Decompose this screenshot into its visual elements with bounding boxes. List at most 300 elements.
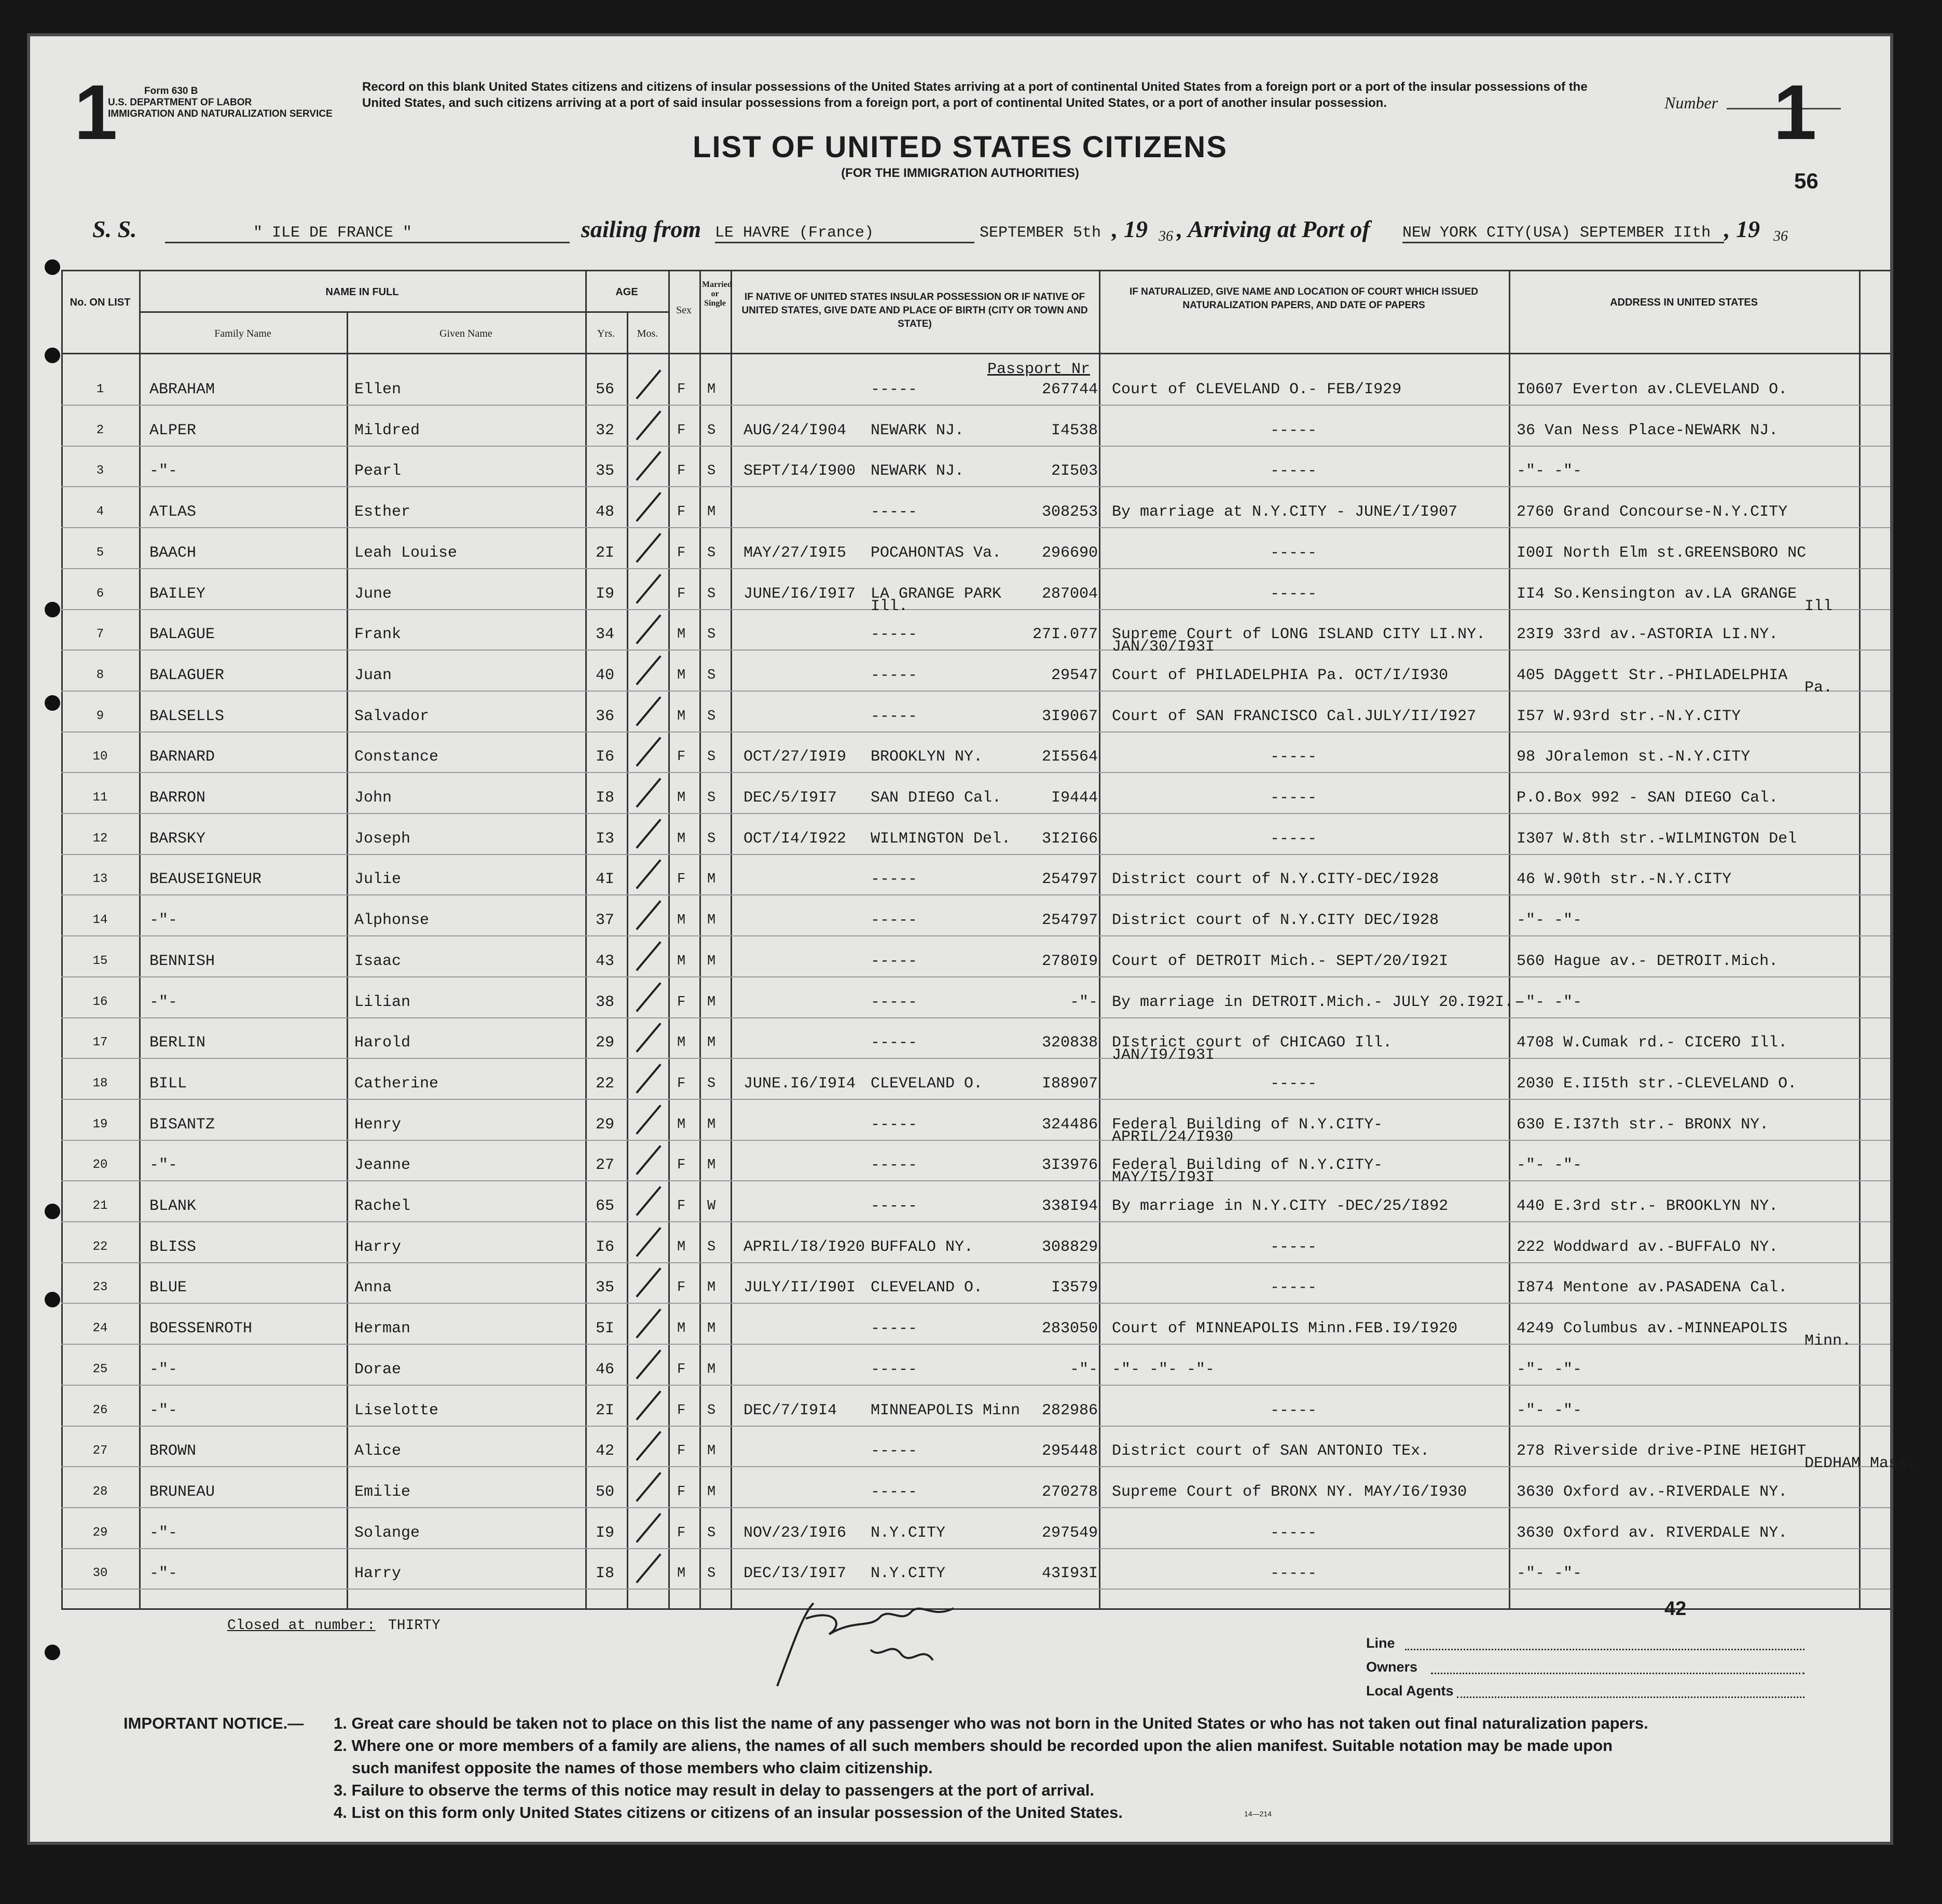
age-years: 27 bbox=[596, 1156, 615, 1175]
naturalization-court: Court of CLEVELAND O.- FEB/I929 bbox=[1112, 381, 1402, 398]
us-address-cont: Pa. bbox=[1805, 679, 1833, 697]
family-name: BLUE bbox=[149, 1279, 187, 1297]
row-number: 11 bbox=[92, 791, 108, 805]
arrival-year: 36 bbox=[1773, 228, 1788, 244]
passport-number: 3I9067 bbox=[1041, 707, 1098, 725]
marital-status: S bbox=[707, 831, 716, 847]
birth-place: ----- bbox=[871, 1442, 918, 1460]
naturalization-court: ----- bbox=[1270, 462, 1317, 480]
check-mark bbox=[636, 900, 661, 930]
binder-hole bbox=[45, 259, 60, 275]
sex: F bbox=[677, 382, 686, 397]
marital-status: S bbox=[707, 1566, 716, 1582]
arrival-port: NEW YORK CITY(USA) SEPTEMBER IIth bbox=[1402, 224, 1724, 243]
passport-number: 324486 bbox=[1041, 1115, 1098, 1134]
row-number: 4 bbox=[96, 505, 104, 519]
row-number: 18 bbox=[92, 1076, 108, 1091]
age-years: 29 bbox=[596, 1115, 615, 1134]
naturalization-court: District court of SAN ANTONIO TEx. bbox=[1112, 1442, 1430, 1460]
age-years: 43 bbox=[596, 952, 615, 970]
sex: F bbox=[677, 1075, 686, 1092]
marital-status: S bbox=[707, 422, 716, 438]
passport-number: 43I93I bbox=[1041, 1565, 1098, 1583]
age-years: 35 bbox=[596, 462, 615, 480]
birth-place: ----- bbox=[871, 707, 918, 725]
given-name: Harry bbox=[354, 1565, 402, 1583]
naturalization-court: ----- bbox=[1270, 421, 1317, 439]
row-number: 22 bbox=[92, 1239, 108, 1254]
us-address: 4249 Columbus av.-MINNEAPOLIS bbox=[1517, 1320, 1788, 1338]
us-address-cont: Minn. bbox=[1805, 1332, 1852, 1350]
birth-place: WILMINGTON Del. bbox=[871, 830, 1011, 848]
birth-place: ----- bbox=[871, 1156, 918, 1175]
header-family: Family Name bbox=[214, 328, 271, 339]
sex: M bbox=[677, 1321, 686, 1337]
agents-label: Local Agents bbox=[1366, 1683, 1454, 1699]
header-name: NAME IN FULL bbox=[325, 286, 399, 298]
given-name: Anna bbox=[354, 1279, 392, 1297]
check-mark bbox=[636, 696, 661, 726]
row-number: 24 bbox=[92, 1321, 108, 1336]
naturalization-court: By marriage in DETROIT.Mich.- JULY 20.I92I.- bbox=[1112, 993, 1523, 1011]
given-name: June bbox=[354, 585, 392, 603]
birth-place-cont: Ill. bbox=[871, 597, 908, 615]
binder-hole bbox=[45, 1292, 60, 1307]
given-name: Solange bbox=[354, 1524, 420, 1542]
naturalization-court: ----- bbox=[1270, 1401, 1317, 1419]
us-address: I307 W.8th str.-WILMINGTON Del bbox=[1517, 830, 1797, 848]
header-married: Married or Single bbox=[702, 280, 732, 308]
notice-2b: such manifest opposite the names of those members who claim citizenship. bbox=[352, 1759, 933, 1777]
row-rule bbox=[61, 813, 1890, 814]
age-years: I3 bbox=[596, 830, 615, 848]
us-address-cont: Ill bbox=[1805, 597, 1833, 615]
naturalization-court: -"- -"- -"- bbox=[1112, 1360, 1215, 1378]
passport-number: 254797 bbox=[1041, 912, 1098, 930]
birth-place: ----- bbox=[871, 1360, 918, 1378]
check-mark bbox=[636, 1064, 661, 1094]
marital-status: W bbox=[707, 1198, 716, 1214]
age-years: 46 bbox=[596, 1360, 615, 1378]
row-number: 30 bbox=[92, 1566, 108, 1581]
age-years: 37 bbox=[596, 912, 615, 930]
birth-date: DEC/7/I9I4 bbox=[743, 1401, 837, 1419]
given-name: Lilian bbox=[354, 993, 411, 1011]
row-number: 2 bbox=[96, 423, 104, 437]
birth-date: NOV/23/I9I6 bbox=[743, 1524, 847, 1542]
given-name: Salvador bbox=[354, 707, 430, 725]
notice-title: IMPORTANT NOTICE.— bbox=[123, 1714, 304, 1732]
age-years: 29 bbox=[596, 1034, 615, 1052]
check-mark bbox=[636, 614, 661, 644]
birth-date: DEC/I3/I9I7 bbox=[743, 1565, 847, 1583]
birth-place: ----- bbox=[871, 1197, 918, 1215]
age-years: 22 bbox=[596, 1074, 615, 1093]
naturalization-court: ----- bbox=[1270, 1074, 1317, 1093]
page-subtitle: (FOR THE IMMIGRATION AUTHORITIES) bbox=[841, 166, 1079, 180]
header-passport: Passport Nr bbox=[987, 361, 1091, 378]
col-line bbox=[139, 270, 141, 1608]
row-number: 13 bbox=[92, 872, 108, 887]
given-name: Ellen bbox=[354, 381, 402, 398]
marital-status: S bbox=[707, 586, 716, 602]
marital-status: M bbox=[707, 872, 716, 888]
sex: F bbox=[677, 872, 686, 888]
col-line bbox=[1099, 270, 1100, 1608]
birth-date: JUNE/I6/I9I7 bbox=[743, 585, 856, 603]
passport-number: 338I94 bbox=[1041, 1197, 1098, 1215]
owners-label: Owners bbox=[1366, 1659, 1418, 1675]
marital-status: M bbox=[707, 953, 716, 969]
passport-number: -"- bbox=[1069, 993, 1098, 1011]
birth-place: ----- bbox=[871, 1034, 918, 1052]
given-name: Jeanne bbox=[354, 1156, 411, 1175]
us-address: -"- -"- bbox=[1517, 1156, 1582, 1175]
age-years: 50 bbox=[596, 1483, 615, 1501]
given-name: Isaac bbox=[354, 952, 402, 970]
naturalization-court: Federal Building of N.Y.CITY- bbox=[1112, 1156, 1383, 1175]
row-rule bbox=[61, 1262, 1890, 1263]
row-number: 23 bbox=[92, 1280, 108, 1295]
row-rule bbox=[61, 1058, 1890, 1059]
birth-place: N.Y.CITY bbox=[871, 1565, 946, 1583]
us-address: -"- -"- bbox=[1517, 462, 1582, 480]
us-address: 98 JOralemon st.-N.Y.CITY bbox=[1517, 748, 1751, 766]
given-name: Herman bbox=[354, 1320, 411, 1338]
family-name: BAILEY bbox=[149, 585, 206, 603]
passport-number: 308253 bbox=[1041, 503, 1098, 521]
closed-value: THIRTY bbox=[388, 1618, 440, 1634]
sex: F bbox=[677, 1198, 686, 1214]
header-address: ADDRESS IN UNITED STATES bbox=[1610, 297, 1758, 308]
us-address: I0607 Everton av.CLEVELAND O. bbox=[1517, 381, 1788, 398]
department-name: U.S. DEPARTMENT OF LABOR bbox=[108, 97, 252, 108]
col-line bbox=[1859, 270, 1861, 1608]
age-years: I9 bbox=[596, 1524, 615, 1542]
birth-place: BUFFALO NY. bbox=[871, 1238, 974, 1256]
row-rule bbox=[61, 772, 1890, 773]
row-rule bbox=[61, 1303, 1890, 1304]
ship-name bbox=[165, 224, 570, 243]
check-mark bbox=[636, 1227, 661, 1257]
ss-label: S. S. bbox=[92, 216, 137, 242]
birth-date: SEPT/I4/I900 bbox=[743, 462, 856, 480]
check-mark bbox=[636, 1023, 661, 1053]
passport-number: 297549 bbox=[1041, 1524, 1098, 1542]
marital-status: S bbox=[707, 627, 716, 643]
family-name: -"- bbox=[149, 1156, 178, 1175]
given-name: Dorae bbox=[354, 1360, 402, 1378]
manifest-sheet bbox=[30, 36, 1917, 1842]
passport-number: I9444 bbox=[1051, 789, 1098, 807]
birth-place: LA GRANGE PARK bbox=[871, 585, 1002, 603]
check-mark bbox=[636, 1431, 661, 1461]
sex: M bbox=[677, 667, 686, 683]
passport-number: 254797 bbox=[1041, 871, 1098, 889]
sex: F bbox=[677, 1484, 686, 1500]
row-number: 15 bbox=[92, 954, 108, 968]
us-address: 2760 Grand Concourse-N.Y.CITY bbox=[1517, 503, 1788, 521]
marital-status: M bbox=[707, 913, 716, 929]
row-rule bbox=[61, 1099, 1890, 1100]
row-rule bbox=[61, 609, 1890, 610]
birth-date: JUNE.I6/I9I4 bbox=[743, 1074, 856, 1093]
marital-status: S bbox=[707, 1075, 716, 1092]
row-number: 17 bbox=[92, 1036, 108, 1050]
sex: M bbox=[677, 1035, 686, 1051]
given-name: Liselotte bbox=[354, 1401, 439, 1419]
notice-1: 1. Great care should be taken not to place on this list the name of any passenger who was not born in the United States or who has not taken out final naturalization papers. bbox=[334, 1714, 1648, 1732]
us-address: 2030 E.II5th str.-CLEVELAND O. bbox=[1517, 1074, 1797, 1093]
given-name: Esther bbox=[354, 503, 411, 521]
arrival-year-prefix: , 19 bbox=[1724, 216, 1760, 242]
us-address: 36 Van Ness Place-NEWARK NJ. bbox=[1517, 421, 1779, 439]
row-number: 7 bbox=[96, 627, 104, 642]
sex: F bbox=[677, 586, 686, 602]
sex: M bbox=[677, 953, 686, 969]
row-rule bbox=[61, 1344, 1890, 1345]
marital-status: M bbox=[707, 1321, 716, 1337]
passport-number: 295448 bbox=[1041, 1442, 1098, 1460]
col-line bbox=[668, 270, 670, 1608]
header-naturalized: IF NATURALIZED, GIVE NAME AND LOCATION OF COURT WHICH ISSUED NATURALIZATION PAPERS, AND DATE OF PAPERS bbox=[1129, 286, 1478, 311]
age-years: 36 bbox=[596, 707, 615, 725]
owners-field bbox=[1431, 1673, 1805, 1674]
sex: F bbox=[677, 1280, 686, 1296]
age-years: 2I bbox=[596, 1401, 615, 1419]
naturalization-court: District court of N.Y.CITY-DEC/I928 bbox=[1112, 871, 1439, 889]
check-mark bbox=[636, 410, 661, 440]
age-years: 34 bbox=[596, 626, 615, 644]
birth-place: BROOKLYN NY. bbox=[871, 748, 983, 766]
check-mark bbox=[636, 1513, 661, 1543]
family-name: BENNISH bbox=[149, 952, 215, 970]
row-rule bbox=[61, 1466, 1890, 1467]
row-rule bbox=[61, 854, 1890, 855]
birth-place: ----- bbox=[871, 993, 918, 1011]
marital-status: M bbox=[707, 1443, 716, 1459]
family-name: BEAUSEIGNEUR bbox=[149, 871, 262, 889]
check-mark bbox=[636, 1472, 661, 1502]
family-name: BALAGUE bbox=[149, 626, 215, 644]
naturalization-court: Court of MINNEAPOLIS Minn.FEB.I9/I920 bbox=[1112, 1320, 1458, 1338]
age-years: 42 bbox=[596, 1442, 615, 1460]
row-rule bbox=[61, 1589, 1890, 1590]
sex: M bbox=[677, 790, 686, 806]
row-rule bbox=[61, 405, 1890, 406]
birth-place: ----- bbox=[871, 626, 918, 644]
marital-status: M bbox=[707, 1280, 716, 1296]
signature bbox=[756, 1588, 985, 1702]
given-name: John bbox=[354, 789, 392, 807]
print-code: 14—214 bbox=[1244, 1810, 1272, 1818]
row-rule bbox=[61, 1017, 1890, 1018]
check-mark bbox=[636, 778, 661, 808]
check-mark bbox=[636, 860, 661, 890]
check-mark bbox=[636, 1186, 661, 1216]
given-name: Constance bbox=[354, 748, 439, 766]
row-rule bbox=[61, 732, 1890, 733]
family-name: BARNARD bbox=[149, 748, 215, 766]
age-years: 5I bbox=[596, 1320, 615, 1338]
notice-4: 4. List on this form only United States citizens or citizens of an insular possession of the United States. bbox=[334, 1803, 1123, 1822]
row-number: 27 bbox=[92, 1444, 108, 1458]
header-native: IF NATIVE OF UNITED STATES INSULAR POSSESSION OR IF NATIVE OF UNITED STATES, GIVE DATE AND PLACE OF BIRTH (CITY OR TOWN AND STATE) bbox=[741, 292, 1088, 329]
birth-date: OCT/27/I9I9 bbox=[743, 748, 847, 766]
row-rule bbox=[61, 976, 1890, 977]
birth-place: ----- bbox=[871, 1320, 918, 1338]
table-header-border bbox=[61, 353, 1890, 354]
row-rule bbox=[61, 650, 1890, 651]
age-years: 4I bbox=[596, 871, 615, 889]
given-name: Juan bbox=[354, 666, 392, 684]
us-address: I00I North Elm st.GREENSBORO NC bbox=[1517, 544, 1807, 562]
sex: M bbox=[677, 1566, 686, 1582]
sailing-year: 36 bbox=[1159, 228, 1173, 244]
passport-number: I88907 bbox=[1041, 1074, 1098, 1093]
age-years: 65 bbox=[596, 1197, 615, 1215]
us-address: 630 E.I37th str.- BRONX NY. bbox=[1517, 1115, 1769, 1134]
col-line bbox=[347, 311, 348, 1608]
number-label: Number bbox=[1664, 93, 1718, 112]
marital-status: M bbox=[707, 1157, 716, 1174]
age-years: 35 bbox=[596, 1279, 615, 1297]
us-address: 4708 W.Cumak rd.- CICERO Ill. bbox=[1517, 1034, 1788, 1052]
passport-number: 282986 bbox=[1041, 1401, 1098, 1419]
row-rule bbox=[61, 894, 1890, 895]
us-address: I874 Mentone av.PASADENA Cal. bbox=[1517, 1279, 1788, 1297]
naturalization-court-date: JAN/I9/I93I bbox=[1112, 1046, 1215, 1065]
sex: F bbox=[677, 1443, 686, 1459]
row-number: 16 bbox=[92, 995, 108, 1009]
age-years: I9 bbox=[596, 585, 615, 603]
given-name: Harry bbox=[354, 1238, 402, 1256]
row-number: 12 bbox=[92, 831, 108, 846]
us-address: -"- -"- bbox=[1517, 1360, 1582, 1378]
passport-number: 296690 bbox=[1041, 544, 1098, 562]
family-name: -"- bbox=[149, 1524, 178, 1542]
sailing-year-prefix: , 19 bbox=[1112, 216, 1148, 242]
row-rule bbox=[61, 1180, 1890, 1181]
marital-status: S bbox=[707, 749, 716, 765]
age-years: I6 bbox=[596, 748, 615, 766]
us-address: 3630 Oxford av. RIVERDALE NY. bbox=[1517, 1524, 1788, 1542]
us-address: -"- -"- bbox=[1517, 912, 1582, 930]
birth-place: ----- bbox=[871, 1115, 918, 1134]
birth-date: OCT/I4/I922 bbox=[743, 830, 847, 848]
row-number: 25 bbox=[92, 1362, 108, 1376]
row-rule bbox=[61, 1507, 1890, 1508]
birth-date: JULY/II/I90I bbox=[743, 1279, 856, 1297]
marital-status: M bbox=[707, 1116, 716, 1133]
naturalization-court: Court of DETROIT Mich.- SEPT/20/I92I bbox=[1112, 952, 1449, 970]
us-address: -"- -"- bbox=[1517, 1565, 1582, 1583]
sex: M bbox=[677, 831, 686, 847]
sex: M bbox=[677, 913, 686, 929]
passport-number: 308829 bbox=[1041, 1238, 1098, 1256]
sailing-date: SEPTEMBER 5th bbox=[980, 224, 1101, 242]
page-number: 56 bbox=[1794, 169, 1819, 193]
family-name: -"- bbox=[149, 462, 178, 480]
family-name: -"- bbox=[149, 912, 178, 930]
check-mark bbox=[636, 574, 661, 604]
family-name: BLANK bbox=[149, 1197, 197, 1215]
passport-number: 27I.077 bbox=[1032, 626, 1098, 644]
col-line bbox=[585, 270, 587, 1608]
sex: F bbox=[677, 463, 686, 479]
check-mark bbox=[636, 1145, 661, 1175]
sailing-label: sailing from bbox=[581, 216, 701, 242]
family-name: BROWN bbox=[149, 1442, 197, 1460]
row-number: 29 bbox=[92, 1525, 108, 1540]
passport-number: 267744 bbox=[1041, 381, 1098, 398]
col-line bbox=[627, 311, 628, 1608]
marital-status: S bbox=[707, 708, 716, 724]
row-number: 21 bbox=[92, 1199, 108, 1213]
notice-3: 3. Failure to observe the terms of this notice may result in delay to passengers at the port of arrival. bbox=[334, 1781, 1095, 1799]
age-years: I6 bbox=[596, 1238, 615, 1256]
sex: M bbox=[677, 1116, 686, 1133]
marital-status: M bbox=[707, 1361, 716, 1377]
naturalization-court: ----- bbox=[1270, 544, 1317, 562]
naturalization-court: Court of SAN FRANCISCO Cal.JULY/II/I927 bbox=[1112, 707, 1477, 725]
binder-hole bbox=[45, 1204, 60, 1219]
naturalization-court: Court of PHILADELPHIA Pa. OCT/I/I930 bbox=[1112, 666, 1449, 684]
row-rule bbox=[61, 1548, 1890, 1549]
row-number: 3 bbox=[96, 464, 104, 478]
col-line bbox=[731, 270, 732, 1608]
form-identifier bbox=[108, 86, 333, 120]
age-years: I8 bbox=[596, 1565, 615, 1583]
header-age: AGE bbox=[615, 286, 638, 298]
birth-place: ----- bbox=[871, 952, 918, 970]
row-number: 5 bbox=[96, 545, 104, 560]
given-name: Pearl bbox=[354, 462, 402, 480]
col-line bbox=[1509, 270, 1510, 1608]
sex: F bbox=[677, 504, 686, 520]
us-address: I57 W.93rd str.-N.Y.CITY bbox=[1517, 707, 1741, 725]
naturalization-court: By marriage in N.Y.CITY -DEC/25/I892 bbox=[1112, 1197, 1449, 1215]
closed-label: Closed at number: bbox=[227, 1618, 376, 1634]
passport-number: 3I3976 bbox=[1041, 1156, 1098, 1175]
passport-number: 2I503 bbox=[1051, 462, 1098, 480]
header-mos: Mos. bbox=[637, 328, 658, 339]
given-name: Julie bbox=[354, 871, 402, 889]
naturalization-court-date: MAY/I5/I93I bbox=[1112, 1169, 1215, 1187]
family-name: BERLIN bbox=[149, 1034, 206, 1052]
naturalization-court-date: APRIL/24/I930 bbox=[1112, 1128, 1234, 1146]
birth-place: ----- bbox=[871, 503, 918, 521]
row-rule bbox=[61, 1426, 1890, 1427]
check-mark bbox=[636, 451, 661, 481]
naturalization-court: Supreme Court of BRONX NY. MAY/I6/I930 bbox=[1112, 1483, 1467, 1501]
check-mark bbox=[636, 369, 661, 399]
sex: M bbox=[677, 627, 686, 643]
sex: F bbox=[677, 1157, 686, 1174]
family-name: BALSELLS bbox=[149, 707, 225, 725]
family-name: -"- bbox=[149, 1401, 178, 1419]
check-mark bbox=[636, 655, 661, 685]
family-name: -"- bbox=[149, 993, 178, 1011]
row-rule bbox=[61, 1221, 1890, 1222]
birth-place: ----- bbox=[871, 381, 918, 398]
family-name: BARSKY bbox=[149, 830, 206, 848]
age-years: 38 bbox=[596, 993, 615, 1011]
naturalization-court-date: JAN/30/I93I bbox=[1112, 638, 1215, 656]
check-mark bbox=[636, 1390, 661, 1420]
row-rule bbox=[61, 1140, 1890, 1141]
given-name: Alphonse bbox=[354, 912, 430, 930]
